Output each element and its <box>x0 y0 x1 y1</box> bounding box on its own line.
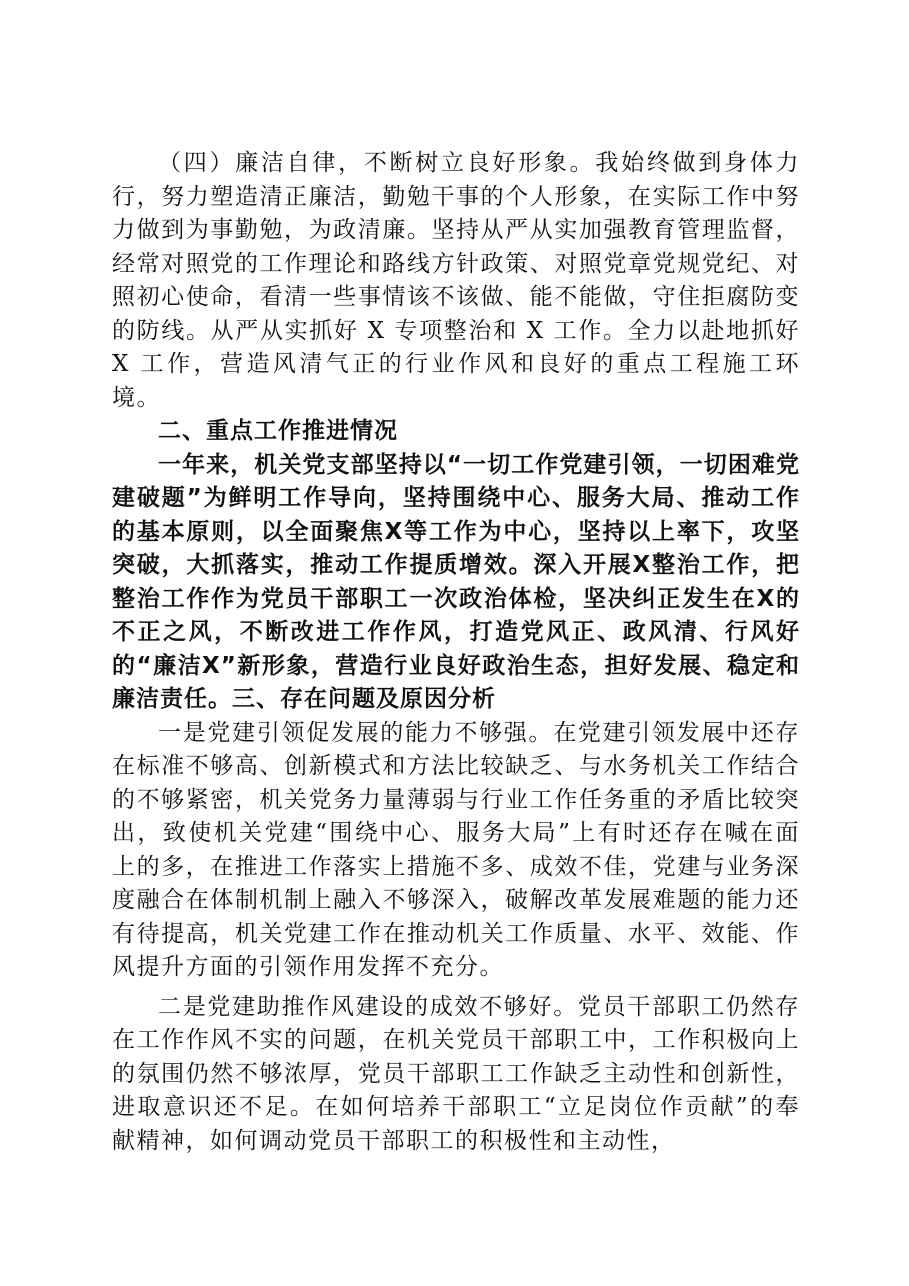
paragraph-integrity-self-discipline: （四）廉洁自律，不断树立良好形象。我始终做到身体力行，努力塑造清正廉洁，勤勉干事的个人形象，在实际工作中努力做到为事勤勉，为政清廉。坚持从严从实加强教育管理监督，经常对照党的工作理论和路线方针政策、对照党章党规党纪、对照初心使命，看清一些事情该不该做、能不能做，守住拒腐防变的防线。从严从实抓好 X 专项整治和 X 工作。全力以赴地抓好 X 工作，营造风清气正的行业作风和良好的重点工程施工环境。 <box>112 150 800 411</box>
paragraph-problem-two: 二是党建助推作风建设的成效不够好。党员干部职工仍然存在工作作风不实的问题，在机关党员干部职工中，工作积极向上的氛围仍然不够浓厚，党员干部职工工作缺乏主动性和创新性，进取意识还不足。在如何培养干部职工“立足岗位作贡献”的奉献精神，如何调动党员干部职工的积极性和主动性， <box>112 993 800 1154</box>
paragraph-problem-one: 一是党建引领促发展的能力不够强。在党建引领发展中还存在标准不够高、创新模式和方法比较缺乏、与水务机关工作结合的不够紧密，机关党务力量薄弱与行业工作任务重的矛盾比较突出，致使机关党建“围绕中心、服务大局”上有时还存在喊在面上的多，在推进工作落实上措施不多、成效不佳，党建与业务深度融合在体制机制上融入不够深入，破解改革发展难题的能力还有待提高，机关党建工作在推动机关工作质量、水平、效能、作风提升方面的引领作用发挥不充分。 <box>112 719 800 980</box>
document-body <box>112 147 800 1158</box>
section-heading-key-work-progress: 二、重点工作推进情况 <box>158 418 398 444</box>
paragraph-key-work-summary: 一年来，机关党支部坚持以“一切工作党建引领，一切困难党建破题”为鲜明工作导向，坚持围绕中心、服务大局、推动工作的基本原则，以全面聚焦X等工作为中心，坚持以上率下，攻坚突破，大抓落实，推动工作提质增效。深入开展X整治工作，把整治工作作为党员干部职工一次政治体检，坚决纠正发生在X的不正之风，不断改进工作作风，打造党风正、政风清、行风好的“廉洁X”新形象，营造行业良好政治生态，担好发展、稳定和廉洁责任。三、存在问题及原因分析 <box>112 451 800 712</box>
